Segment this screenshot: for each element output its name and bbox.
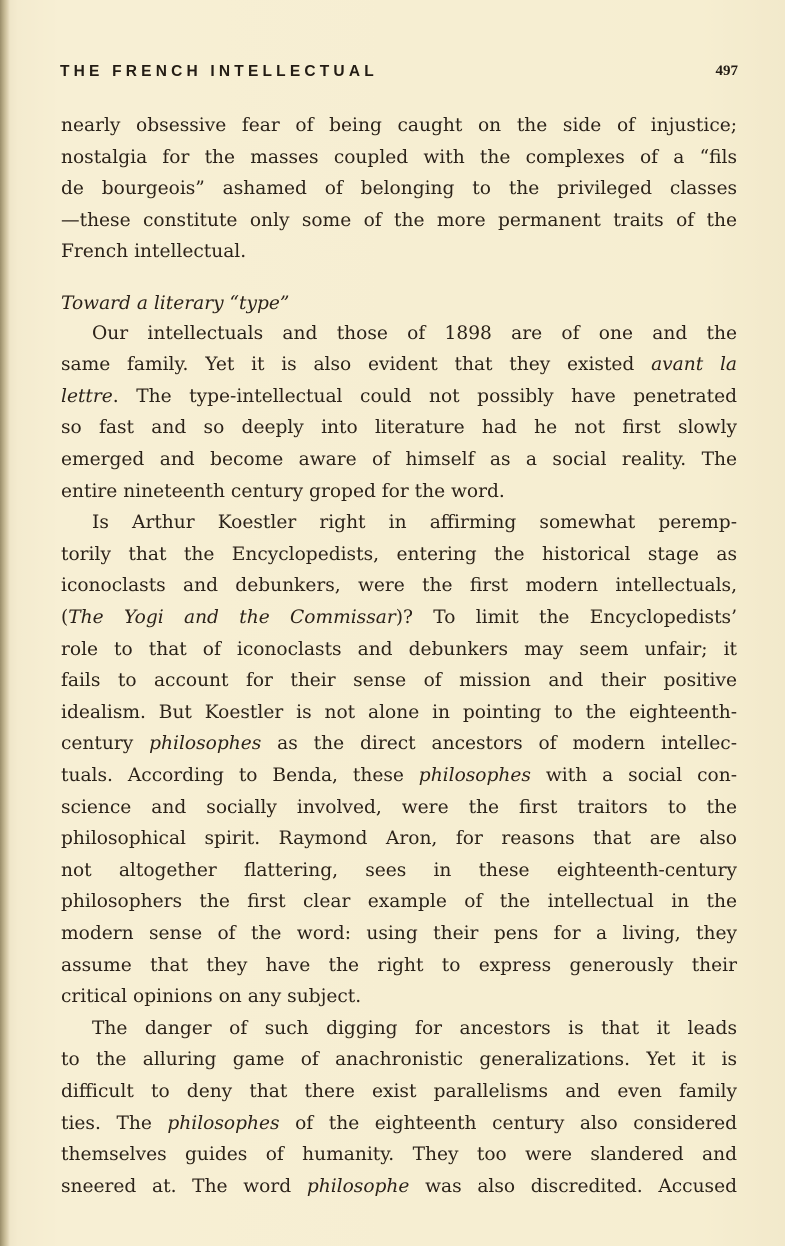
text-line: sneered at. The word philosophe was also discredited. Accused: [61, 1176, 737, 1197]
italic-phrase: avant la: [651, 354, 737, 375]
text-line: critical opinions on any subject.: [61, 986, 362, 1007]
text-line: philosophers the first clear example of the intellectual in the: [61, 891, 737, 912]
italic-phrase: lettre: [61, 386, 113, 407]
text-line: —these constitute only some of the more permanent traits of the: [61, 210, 737, 231]
running-head-title: THE FRENCH INTELLECTUAL: [60, 63, 378, 80]
italic-phrase: philosophe: [306, 1176, 410, 1197]
text-line: to the alluring game of anachronistic generalizations. Yet it is: [61, 1049, 737, 1070]
text-line: so fast and so deeply into literature had he not first slowly: [61, 417, 737, 438]
text-line: entire nineteenth century groped for the word.: [61, 481, 505, 502]
text-line: role to that of iconoclasts and debunkers may seem unfair; it: [61, 639, 737, 660]
text-line: Is Arthur Koestler right in affirming somewhat peremp-: [92, 512, 737, 533]
text-line: fails to account for their sense of mission and their positive: [61, 670, 737, 691]
italic-phrase: philosophes: [149, 733, 262, 754]
page-number: 497: [715, 63, 738, 79]
text-line: nearly obsessive fear of being caught on the side of injustice;: [61, 115, 737, 136]
italic-book-title: The Yogi and the Commissar: [68, 607, 396, 628]
text-line: Our intellectuals and those of 1898 are of one and the: [92, 323, 737, 344]
text-line: idealism. But Koestler is not alone in pointing to the eighteenth-: [61, 702, 737, 723]
section-subheading: Toward a literary “type”: [61, 293, 290, 314]
text-line: French intellectual.: [61, 241, 247, 262]
text-line: lettre. The type-intellectual could not possibly have penetrated: [61, 386, 737, 407]
italic-phrase: philosophes: [167, 1113, 280, 1134]
text-line: (The Yogi and the Commissar)? To limit the Encyclopedists’: [61, 607, 737, 628]
text-line: iconoclasts and debunkers, were the first modern intellectuals,: [61, 575, 737, 596]
running-header: [60, 63, 738, 85]
text-line: tuals. According to Benda, these philosophes with a social con-: [61, 765, 737, 786]
text-line: science and socially involved, were the first traitors to the: [61, 797, 737, 818]
text-line: ties. The philosophes of the eighteenth century also considered: [61, 1113, 738, 1134]
text-line: nostalgia for the masses coupled with the complexes of a “fils: [61, 147, 737, 168]
text-line: century philosophes as the direct ancestors of modern intellec-: [61, 733, 737, 754]
text-line: difficult to deny that there exist parallelisms and even family: [61, 1081, 737, 1102]
text-line: themselves guides of humanity. They too were slandered and: [61, 1144, 737, 1165]
text-line: same family. Yet it is also evident that they existed avant la: [61, 354, 737, 375]
text-line: not altogether flattering, sees in these eighteenth-century: [61, 860, 737, 881]
text-line: The danger of such digging for ancestors is that it leads: [92, 1018, 737, 1039]
text-line: modern sense of the word: using their pens for a living, they: [61, 923, 737, 944]
text-line: assume that they have the right to express generously their: [61, 955, 737, 976]
text-line: de bourgeois” ashamed of belonging to the privileged classes: [61, 178, 737, 199]
italic-phrase: philosophes: [418, 765, 531, 786]
text-line: torily that the Encyclopedists, entering the historical stage as: [61, 544, 737, 565]
text-line: emerged and become aware of himself as a social reality. The: [61, 449, 737, 470]
text-line: philosophical spirit. Raymond Aron, for reasons that are also: [61, 828, 737, 849]
page-spine-shadow: [0, 0, 10, 1246]
